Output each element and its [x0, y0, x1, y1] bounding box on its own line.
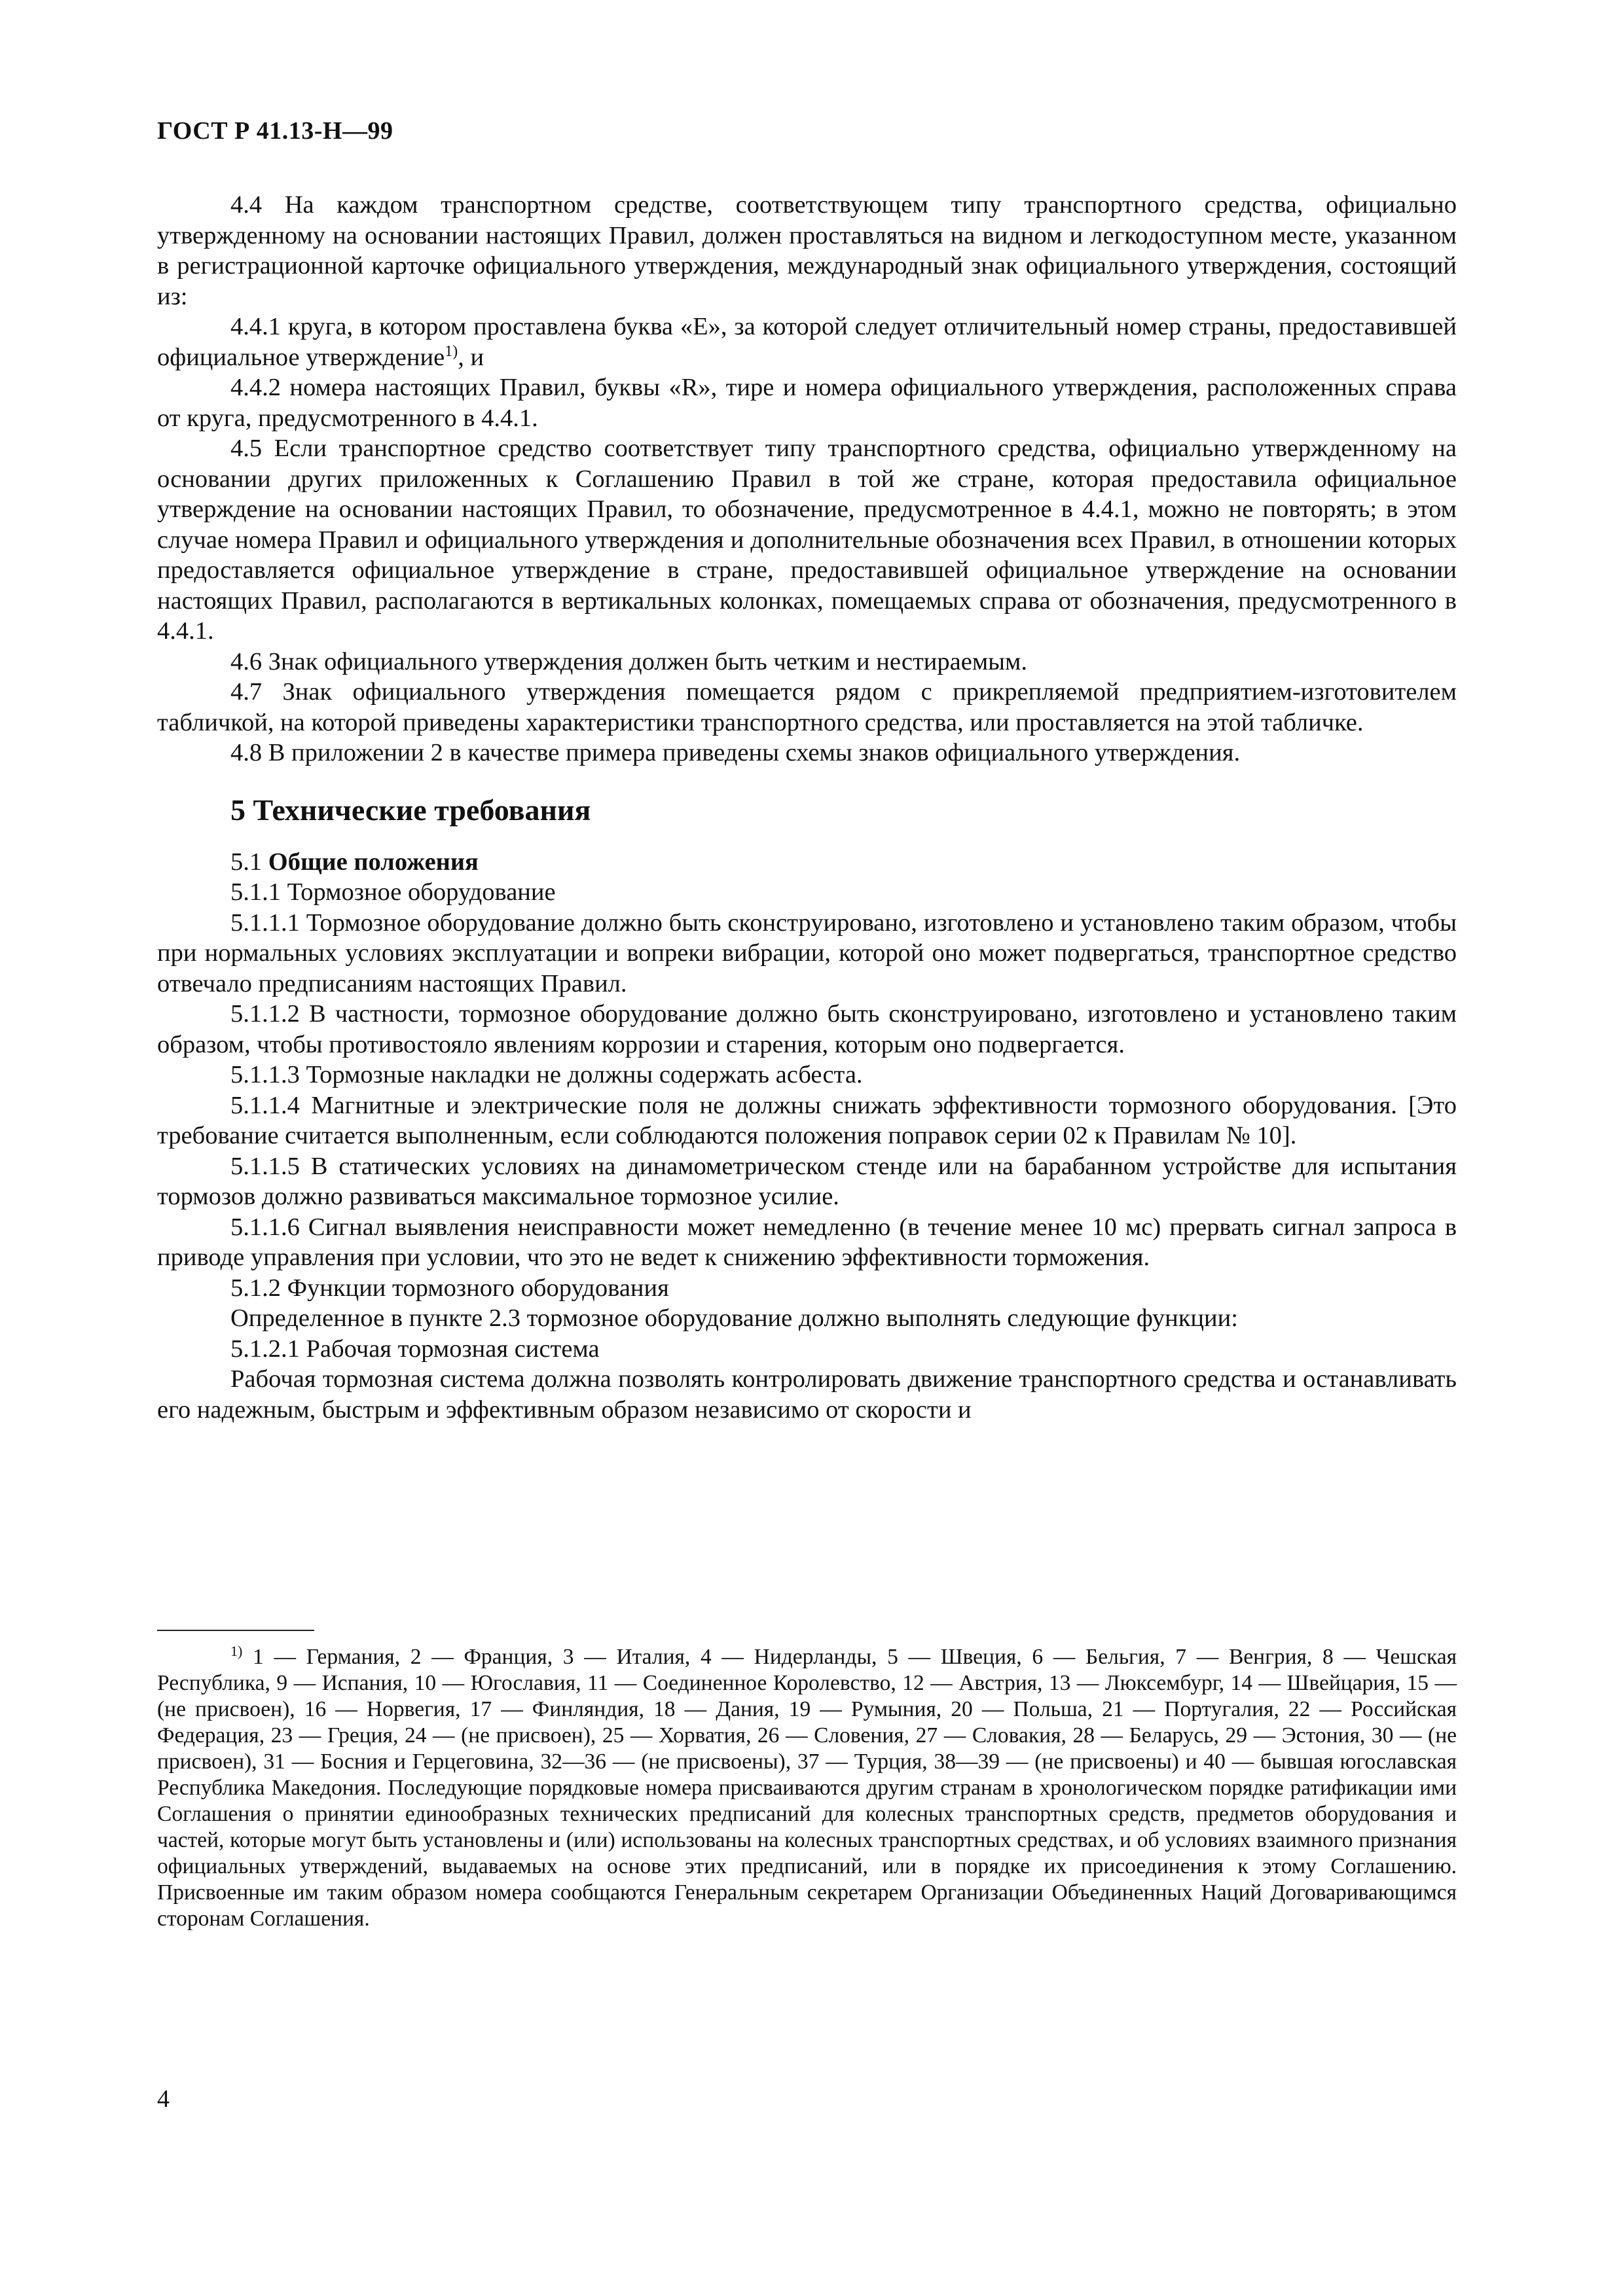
paragraph-5-1-2-1-text: Рабочая тормозная система должна позволять контролировать движение транспортного средства и останавливать его надежным, быстрым и эффективным образом независимо от скорости и — [157, 1365, 1457, 1424]
footnote — [157, 1644, 1457, 1932]
footnote-text: 1 — Германия, 2 — Франция, 3 — Италия, 4 — Нидерланды, 5 — Швеция, 6 — Бельгия, 7 — Венгрия, 8 — Чешская Республика, 9 — Испания, 10 — Югославия, 11 — Соединенное Королевство, 12 — Австрия, 13 — Люксембург, 14 — Швейцария, 15 — (не присвоен), 16 — Норвегия, 17 — Финляндия, 18 — Дания, 19 — Румыния, 20 — Польша, 21 — Португалия, 22 — Российская Федерация, 23 — Греция, 24 — (не присвоен), 25 — Хорватия, 26 — Словения, 27 — Словакия, 28 — Беларусь, 29 — Эстония, 30 — (не присвоен), 31 — Босния и Герцеговина, 32—36 — (не присвоены), 37 — Турция, 38—39 — (не присвоены) и 40 — бывшая югославская Республика Македония. Последующие порядковые номера присваиваются другим странам в хронологическом порядке ратификации ими Соглашения о принятии единообразных технических предписаний для колесных транспортных средств, предметов оборудования и частей, которые могут быть установлены и (или) использованы на колесных транспортных средствах, и об условиях взаимного признания официальных утверждений, выдаваемых на основе этих предписаний, или в порядке их присоединения к этому Соглашению. Присвоенные им таким образом номера сообщаются Генеральным секретарем Организации Объединенных Наций Договаривающимся сторонам Соглашения. — [157, 1645, 1457, 1931]
paragraph-4-7: 4.7 Знак официального утверждения помещается рядом с прикрепляемой предприятием-изготовителем табличкой, на которой приведены характеристики транспортного средства, или проставляется на этой табличке. — [157, 678, 1457, 736]
document-code-header: ГОСТ Р 41.13-Н—99 — [157, 117, 393, 145]
paragraph-4-8: 4.8 В приложении 2 в качестве примера приведены схемы знаков официального утверждения. — [230, 739, 1241, 766]
footnote-marker: 1) — [230, 1643, 243, 1659]
paragraph-5-1-title: Общие положения — [268, 848, 479, 876]
paragraph-5-1-1-3: 5.1.1.3 Тормозные накладки не должны содержать асбеста. — [230, 1061, 863, 1088]
document-body — [157, 190, 1457, 1425]
paragraph-5-1-1-6: 5.1.1.6 Сигнал выявления неисправности может немедленно (в течение менее 10 мс) прервать сигнал запроса в приводе управления при условии, что это не ведет к снижению эффективности торможения. — [157, 1213, 1457, 1271]
paragraph-5-1-number: 5.1 — [230, 848, 263, 876]
paragraph-4-4-2: 4.4.2 номера настоящих Правил, буквы «R», тире и номера официального утверждения, расположенных справа от круга, предусмотренного в 4.4.1. — [157, 374, 1457, 432]
paragraph-4-4-1 — [157, 312, 1457, 372]
paragraph-5-1-1: 5.1.1 Тормозное оборудование — [230, 878, 556, 906]
paragraph-5-1-1-1: 5.1.1.1 Тормозное оборудование должно быть сконструировано, изготовлено и установлено таким образом, чтобы при нормальных условиях эксплуатации и вопреки вибрации, которой оно может подвергаться, транспортное средство отвечало предписаниям настоящих Правил. — [157, 908, 1457, 997]
paragraph-4-6: 4.6 Знак официального утверждения должен быть четким и нестираемым. — [230, 647, 1028, 675]
paragraph-5-1-2: 5.1.2 Функции тормозного оборудования — [230, 1274, 669, 1302]
paragraph-5-1 — [157, 847, 1457, 878]
paragraph-4-4-1-text: 4.4.1 круга, в котором проставлена буква «Е», за которой следует отличительный номер страны, предоставившей официальное утверждение — [157, 313, 1457, 371]
paragraph-5-1-2-intro: Определенное в пункте 2.3 тормозное оборудование должно выполнять следующие функции: — [230, 1304, 1238, 1332]
paragraph-5-1-1-5: 5.1.1.5 В статических условиях на динамометрическом стенде или на барабанном устройстве для испытания тормозов должно развиваться максимальное тормозное усилие. — [157, 1152, 1457, 1210]
paragraph-4-4-1-tail: , и — [458, 343, 484, 371]
paragraph-5-1-1-4: 5.1.1.4 Магнитные и электрические поля не должны снижать эффективности тормозного оборудования. [Это требование считается выполненным, если соблюдаются положения поправок серии 02 к Правилам № 10]. — [157, 1091, 1457, 1149]
paragraph-5-1-1-2: 5.1.1.2 В частности, тормозное оборудование должно быть сконструировано, изготовлено и установлено таким образом, чтобы противостояло явлениям коррозии и старения, которым оно подвергается. — [157, 1000, 1457, 1058]
paragraph-4-4: 4.4 На каждом транспортном средстве, соответствующем типу транспортного средства, официально утвержденному на основании настоящих Правил, должен проставляться на видном и легкодоступном месте, указанном в регистрационной карточке официального утверждения, международный знак официального утверждения, состоящий из: — [157, 191, 1457, 310]
section-5-title: 5 Технические требования — [230, 793, 591, 827]
footnote-divider — [157, 1630, 314, 1631]
paragraph-5-1-2-1: 5.1.2.1 Рабочая тормозная система — [230, 1335, 600, 1363]
page-number: 4 — [157, 2085, 170, 2113]
paragraph-4-5: 4.5 Если транспортное средство соответствует типу транспортного средства, официально утвержденному на основании других приложенных к Соглашению Правил в той же стране, которая предоставила официальное утверждение на основании настоящих Правил, то обозначение, предусмотренное в 4.4.1, можно не повторять; в этом случае номера Правил и официального утверждения и дополнительные обозначения всех Правил, в отношении которых предоставляется официальное утверждение в стране, предоставившей официальное утверждение на основании настоящих Правил, располагаются в вертикальных колонках, помещаемых справа от обозначения, предусмотренного в 4.4.1. — [157, 435, 1457, 645]
footnote-reference: 1) — [445, 342, 458, 360]
